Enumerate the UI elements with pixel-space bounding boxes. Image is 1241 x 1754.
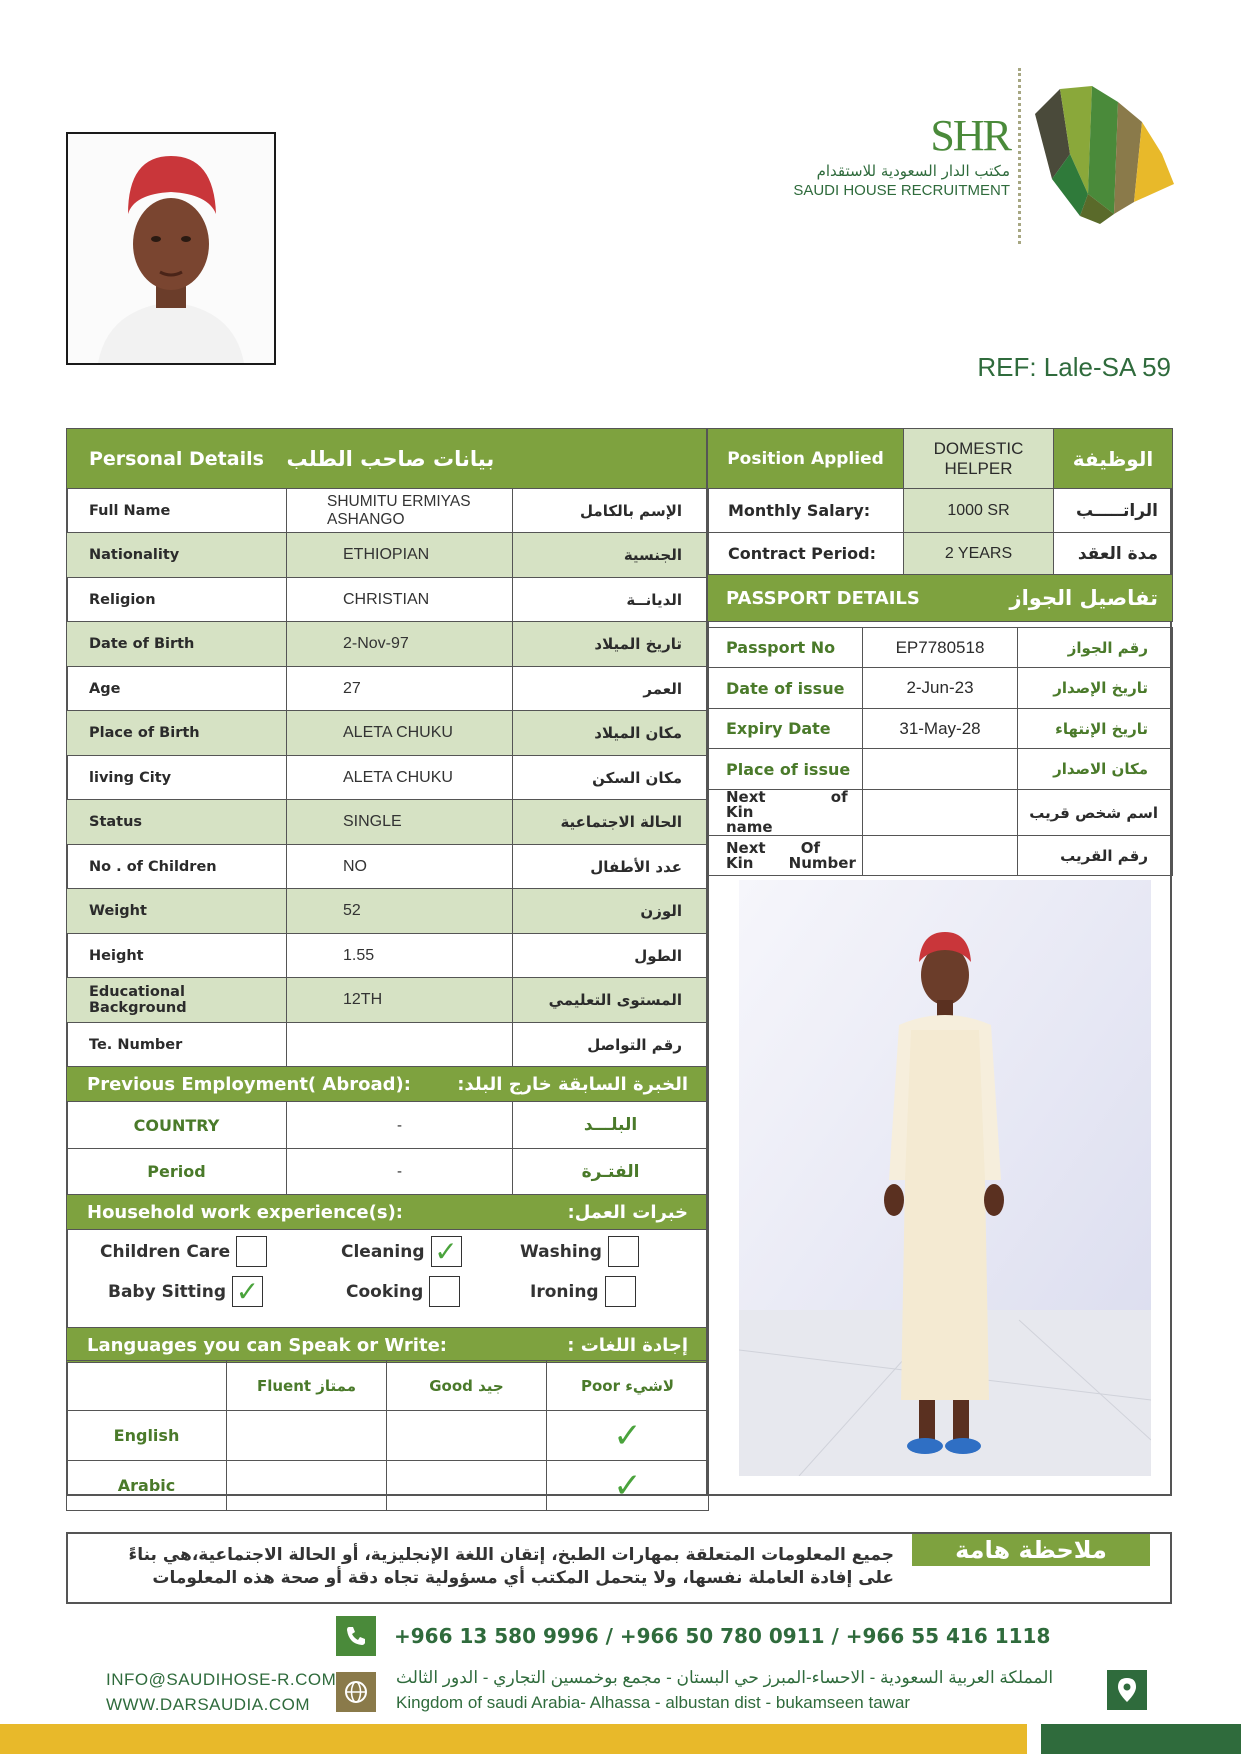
next-of-kin-name-row: [708, 790, 1173, 836]
personal-details-title-ar: بيانات صاحب الطلب: [287, 429, 709, 489]
place-of-birth-label: Place of Birth: [67, 711, 287, 756]
cleaning-checkbox[interactable]: [431, 1236, 462, 1267]
place-of-issue-row: [708, 749, 1173, 790]
good-header: Good جيد: [387, 1361, 547, 1411]
globe-icon: [336, 1672, 376, 1712]
cleaning-option[interactable]: [341, 1236, 462, 1267]
height-label-ar: الطول: [513, 934, 709, 978]
row-education: [67, 978, 709, 1023]
country-label-ar: البلـــد: [513, 1102, 709, 1149]
next-of-kin-number-row: [708, 836, 1173, 876]
fluent-header: Fluent ممتاز: [227, 1361, 387, 1411]
row-full-name: [67, 489, 709, 533]
contract-period-label-ar: مدة العقد: [1054, 533, 1173, 575]
important-note-text: [94, 1544, 894, 1590]
logo-arabic-name: مكتب الدار السعودية للاستقدام: [816, 162, 1010, 180]
place-of-birth-value: ALETA CHUKU: [287, 711, 513, 756]
status-label-ar: الحالة الاجتماعية: [513, 800, 709, 845]
logo-map-graphic: [1030, 84, 1180, 224]
religion-value: CHRISTIAN: [287, 578, 513, 622]
washing-label: Washing: [520, 1241, 602, 1262]
row-weight: [67, 889, 709, 934]
row-country: [67, 1102, 709, 1149]
passport-no-label-ar: رقم الجواز: [1018, 628, 1173, 668]
date-of-issue-row: [708, 668, 1173, 709]
full-name-label: Full Name: [67, 489, 287, 533]
english-label: English: [67, 1411, 227, 1461]
children-care-label: Children Care: [100, 1241, 231, 1262]
contract-period-label: Contract Period:: [708, 533, 904, 575]
household-experience-grid: [68, 1230, 706, 1324]
personal-details-header: [67, 429, 709, 489]
place-of-issue-value: [863, 749, 1018, 790]
religion-label-ar: الديانــة: [513, 578, 709, 622]
languages-table: [66, 1360, 709, 1511]
important-note-box: [66, 1532, 1172, 1604]
full-body-photo: [739, 880, 1151, 1476]
full-name-label-ar: الإسم بالكامل: [513, 489, 709, 533]
row-period: [67, 1149, 709, 1195]
cleaning-label: Cleaning: [341, 1241, 425, 1262]
english-fluent-cell: [227, 1411, 387, 1461]
position-applied-row: [708, 429, 1173, 489]
dob-value: 2-Nov-97: [287, 622, 513, 667]
weight-label: Weight: [67, 889, 287, 934]
ironing-label: Ironing: [530, 1281, 599, 1302]
next-of-kin-number-label: Next Of Kin Number: [708, 836, 863, 876]
monthly-salary-value: 1000 SR: [904, 489, 1054, 533]
monthly-salary-label: Monthly Salary:: [708, 489, 904, 533]
religion-label: Religion: [67, 578, 287, 622]
row-height: [67, 934, 709, 978]
arabic-fluent-cell: [227, 1461, 387, 1511]
baby-sitting-option[interactable]: [108, 1276, 263, 1307]
company-logo: [790, 64, 1190, 244]
country-label: COUNTRY: [67, 1102, 287, 1149]
passport-no-row: [708, 628, 1173, 668]
contact-phones: [336, 1616, 1050, 1656]
cooking-label: Cooking: [346, 1281, 424, 1302]
phone-numbers[interactable]: +966 13 580 9996 / +966 50 780 0911 / +966 55 416 1118: [394, 1624, 1051, 1648]
previous-employment-title-ar: الخبرة السابقة خارج البلد:: [457, 1073, 689, 1095]
date-of-issue-value: 2-Jun-23: [863, 668, 1018, 709]
period-label: Period: [67, 1149, 287, 1195]
age-label: Age: [67, 667, 287, 711]
footer-green-bar: [1041, 1724, 1241, 1754]
languages-corner-cell: [67, 1361, 227, 1411]
english-poor-check-icon: ✓: [613, 1415, 642, 1456]
position-applied-label-ar: الوظيفة: [1054, 429, 1173, 489]
personal-details-title: Personal Details: [67, 429, 287, 489]
footer-yellow-bar: [0, 1724, 1027, 1754]
languages-title-ar: إجادة اللغات :: [567, 1334, 689, 1356]
row-age: [67, 667, 709, 711]
dob-label: Date of Birth: [67, 622, 287, 667]
children-care-option[interactable]: [100, 1236, 267, 1267]
phone-label: Te. Number: [67, 1023, 287, 1067]
logo-monogram: SHR: [930, 111, 1010, 160]
languages-title: Languages you can Speak or Write:: [87, 1334, 447, 1356]
applicant-portrait-graphic: [68, 134, 274, 363]
row-religion: [67, 578, 709, 622]
expiry-date-row: [708, 709, 1173, 749]
weight-value: 52: [287, 889, 513, 934]
footer-website[interactable]: WWW.DARSAUDIA.COM: [106, 1694, 310, 1714]
children-label-ar: عدد الأطفال: [513, 845, 709, 889]
household-bar: [67, 1195, 708, 1229]
languages-bar: [67, 1328, 708, 1362]
nationality-label: Nationality: [67, 533, 287, 578]
row-status: [67, 800, 709, 845]
row-date-of-birth: [67, 622, 709, 667]
baby-sitting-check-icon: ✓: [235, 1274, 260, 1308]
dob-label-ar: تاريخ الميلاد: [513, 622, 709, 667]
row-nationality: [67, 533, 709, 578]
monthly-salary-label-ar: الراتـــــب: [1054, 489, 1173, 533]
next-of-kin-name-value: [863, 790, 1018, 836]
phone-icon: [336, 1616, 376, 1656]
arabic-row: [67, 1461, 709, 1511]
arabic-label: Arabic: [67, 1461, 227, 1511]
row-phone: [67, 1023, 709, 1067]
phone-value: [287, 1023, 513, 1067]
arabic-poor-cell: [547, 1461, 709, 1511]
phone-label-ar: رقم التواصل: [513, 1023, 709, 1067]
washing-checkbox[interactable]: [608, 1236, 639, 1267]
ironing-checkbox[interactable]: [605, 1276, 636, 1307]
household-title-ar: خبرات العمل:: [567, 1201, 689, 1223]
passport-title-ar: تفاصيل الجواز: [1009, 586, 1158, 610]
baby-sitting-label: Baby Sitting: [108, 1281, 227, 1302]
passport-header: [708, 575, 1173, 622]
next-of-kin-number-value: [863, 836, 1018, 876]
footer-address-ar: المملكة العربية السعودية - الاحساء-المبرز حي البستان - مجمع بوخمسين التجاري - الدور الثالث: [396, 1668, 1054, 1687]
country-value: -: [287, 1102, 513, 1149]
age-value: 27: [287, 667, 513, 711]
age-label-ar: العمر: [513, 667, 709, 711]
previous-employment-header: [67, 1067, 709, 1102]
nationality-value: ETHIOPIAN: [287, 533, 513, 578]
living-city-label: living City: [67, 756, 287, 800]
footer-web-contact: [106, 1668, 336, 1717]
place-of-birth-label-ar: مكان الميلاد: [513, 711, 709, 756]
languages-header: [67, 1328, 709, 1363]
position-applied-label: Position Applied: [708, 429, 904, 489]
arabic-poor-check-icon: ✓: [613, 1465, 642, 1506]
english-good-cell: [387, 1411, 547, 1461]
cooking-option[interactable]: [346, 1276, 460, 1307]
passport-header-bar: [708, 575, 1172, 621]
weight-label-ar: الوزن: [513, 889, 709, 934]
english-row: [67, 1411, 709, 1461]
footer-email[interactable]: INFO@SAUDIHOSE-R.COM: [106, 1670, 337, 1689]
personal-details-table: [66, 428, 709, 1363]
children-label: No . of Children: [67, 845, 287, 889]
cooking-checkbox[interactable]: [429, 1276, 460, 1307]
logo-english-name: SAUDI HOUSE RECRUITMENT: [793, 182, 1010, 199]
status-label: Status: [67, 800, 287, 845]
full-body-photo-graphic: [739, 880, 1151, 1476]
reference-number: REF: Lale-SA 59: [977, 352, 1171, 382]
poor-header: Poor لاشيء: [547, 1361, 709, 1411]
education-value: 12TH: [287, 978, 513, 1023]
full-name-value: SHUMITU ERMIYAS ASHANGO: [287, 489, 513, 533]
children-value: NO: [287, 845, 513, 889]
contract-period-row: [708, 533, 1173, 575]
passport-no-value: EP7780518: [863, 628, 1018, 668]
row-children: [67, 845, 709, 889]
passport-table: [707, 627, 1173, 876]
living-city-label-ar: مكان السكن: [513, 756, 709, 800]
important-note-title: ملاحظة هامة: [912, 1534, 1150, 1566]
education-label: Educational Background: [67, 978, 287, 1023]
place-of-issue-label: Place of issue: [708, 749, 863, 790]
date-of-issue-label-ar: تاريخ الإصدار: [1018, 668, 1173, 709]
cleaning-check-icon: ✓: [434, 1234, 458, 1268]
ironing-option[interactable]: [530, 1276, 636, 1307]
passport-title: PASSPORT DETAILS: [726, 587, 920, 609]
passport-no-label: Passport No: [708, 628, 863, 668]
english-poor-cell: [547, 1411, 709, 1461]
expiry-date-label: Expiry Date: [708, 709, 863, 749]
note-line-1: جميع المعلومات المتعلقة بمهارات الطبخ، إتقان اللغة الإنجليزية، أو الحالة الاجتماعية،هي بناءً: [128, 1545, 894, 1565]
previous-employment-title: Previous Employment( Abroad):: [87, 1073, 411, 1095]
position-table: [707, 428, 1173, 622]
footer-address: [396, 1666, 1096, 1715]
children-care-checkbox[interactable]: [236, 1236, 267, 1267]
footer-address-en: Kingdom of saudi Arabia- Alhassa - albustan dist - bukamseen tawar: [396, 1692, 911, 1712]
contract-period-value: 2 YEARS: [904, 533, 1054, 575]
date-of-issue-label: Date of issue: [708, 668, 863, 709]
monthly-salary-row: [708, 489, 1173, 533]
row-place-of-birth: [67, 711, 709, 756]
row-living-city: [67, 756, 709, 800]
period-label-ar: الفتـرة: [513, 1149, 709, 1195]
washing-option[interactable]: [520, 1236, 639, 1267]
household-header: [67, 1195, 709, 1230]
applicant-photo: [66, 132, 276, 365]
languages-level-header: [67, 1361, 709, 1411]
next-of-kin-number-label-ar: رقم القريب: [1018, 836, 1173, 876]
previous-employment-bar: [67, 1067, 708, 1101]
period-value: -: [287, 1149, 513, 1195]
location-pin-icon: [1107, 1670, 1147, 1710]
household-title: Household work experience(s):: [87, 1201, 404, 1223]
status-value: SINGLE: [287, 800, 513, 845]
next-of-kin-name-label-ar: اسم شخص قريب: [1018, 790, 1173, 836]
nationality-label-ar: الجنسية: [513, 533, 709, 578]
position-applied-value: DOMESTIC HELPER: [904, 429, 1054, 489]
height-value: 1.55: [287, 934, 513, 978]
logo-divider: [1018, 68, 1021, 244]
arabic-good-cell: [387, 1461, 547, 1511]
living-city-value: ALETA CHUKU: [287, 756, 513, 800]
education-label-ar: المستوى التعليمي: [513, 978, 709, 1023]
column-divider: [706, 428, 708, 1496]
baby-sitting-checkbox[interactable]: [232, 1276, 263, 1307]
note-line-2: على إفادة العاملة نفسها، ولا يتحمل المكتب أي مسؤولية تجاه دقة أو صحة هذه المعلومات: [152, 1567, 894, 1588]
expiry-date-label-ar: تاريخ الإنتهاء: [1018, 709, 1173, 749]
expiry-date-value: 31-May-28: [863, 709, 1018, 749]
height-label: Height: [67, 934, 287, 978]
place-of-issue-label-ar: مكان الاصدار: [1018, 749, 1173, 790]
next-of-kin-name-label: Next of Kin name: [708, 790, 863, 836]
